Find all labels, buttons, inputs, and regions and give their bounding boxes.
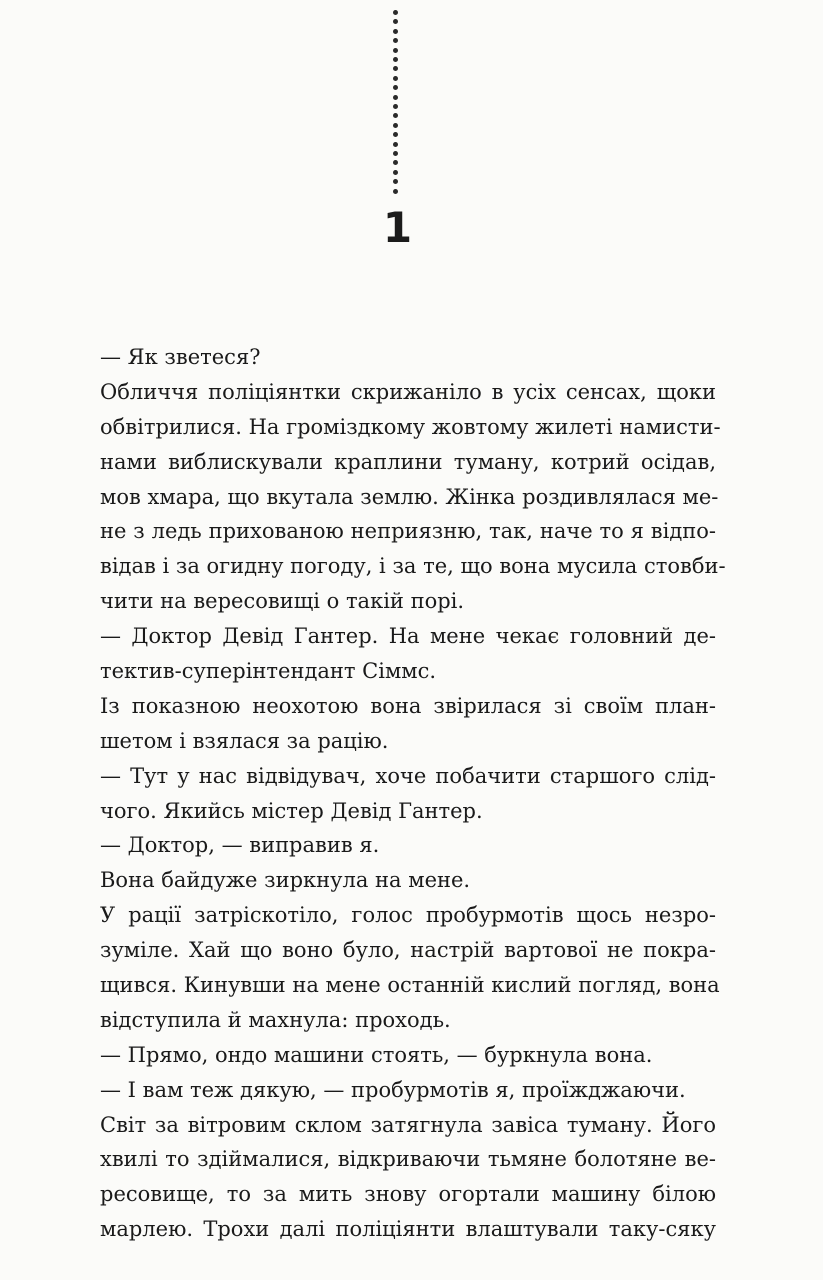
text-line: хвилі то здіймалися, відкриваючи тьмяне болотяне ве- bbox=[100, 1147, 716, 1172]
text-line: тектив-суперінтендант Сіммс. bbox=[100, 659, 437, 684]
text-line: марлею. Трохи далі поліціянти влаштували таку-сяку bbox=[100, 1217, 716, 1242]
text-line: Обличчя поліціянтки скрижаніло в усіх сенсах, щоки bbox=[100, 379, 716, 404]
ornament-dot bbox=[393, 113, 398, 118]
ornament-dot bbox=[393, 48, 398, 53]
ornament-dot bbox=[393, 57, 398, 62]
text-line: мов хмара, що вкутала землю. Жінка роздивлялася ме- bbox=[100, 484, 719, 509]
text-line: шетом і взялася за рацію. bbox=[100, 728, 389, 753]
ornament-dot bbox=[393, 123, 398, 128]
ornament-dot bbox=[393, 170, 398, 175]
text-line: — Прямо, ондо машини стоять, — буркнула вона. bbox=[100, 1042, 653, 1067]
text-line: нами виблискували краплини туману, котрий осідав, bbox=[100, 449, 716, 474]
text-line: обвітрилися. На громіздкому жовтому жилеті намисти- bbox=[100, 414, 721, 439]
text-line: ресовище, то за мить знову огортали машину білою bbox=[100, 1182, 716, 1207]
text-line: не з ледь прихованою неприязню, так, наче то я відпо- bbox=[100, 519, 716, 544]
ornament-dot bbox=[393, 76, 398, 81]
text-line: — Доктор, — виправив я. bbox=[100, 833, 380, 858]
ornament-dot bbox=[393, 132, 398, 137]
ornament-dot bbox=[393, 29, 398, 34]
text-line: відступила й махнула: проходь. bbox=[100, 1007, 451, 1032]
text-line: — Як зветеся? bbox=[100, 345, 261, 369]
text-line: У рації затріскотіло, голос пробурмотів щось незро- bbox=[100, 903, 716, 928]
chapter-number: 1 bbox=[382, 203, 413, 252]
chapter-dotted-ornament bbox=[392, 10, 400, 200]
ornament-dot bbox=[393, 179, 398, 184]
ornament-dot bbox=[393, 142, 398, 147]
text-line: чого. Якийсь містер Девід Гантер. bbox=[100, 798, 483, 823]
text-line: відав і за огидну погоду, і за те, що вона мусила стовби- bbox=[100, 554, 726, 579]
ornament-dot bbox=[393, 160, 398, 165]
text-line: чити на вересовищі о такій порі. bbox=[100, 589, 465, 614]
text-line: Із показною неохотою вона звірилася зі своїм план- bbox=[100, 693, 716, 718]
ornament-dot bbox=[393, 151, 398, 156]
text-line: — Тут у нас відвідувач, хоче побачити старшого слід- bbox=[100, 763, 716, 788]
text-line: щився. Кинувши на мене останній кислий погляд, вона bbox=[100, 973, 720, 998]
ornament-dot bbox=[393, 19, 398, 24]
ornament-dot bbox=[393, 66, 398, 71]
ornament-dot bbox=[393, 10, 398, 15]
ornament-dot bbox=[393, 95, 398, 100]
text-line: — Доктор Девід Гантер. На мене чекає головний де- bbox=[100, 624, 716, 649]
text-line: зуміле. Хай що воно було, настрій вартової не покра- bbox=[100, 938, 716, 963]
text-line: Вона байдуже зиркнула на мене. bbox=[100, 868, 471, 893]
ornament-dot bbox=[393, 38, 398, 43]
text-line: Світ за вітровим склом затягнула завіса туману. Його bbox=[100, 1112, 716, 1137]
ornament-dot bbox=[393, 104, 398, 109]
body-text bbox=[100, 340, 726, 1247]
ornament-dot bbox=[393, 189, 398, 194]
ornament-dot bbox=[393, 85, 398, 90]
text-line: — І вам теж дякую, — пробурмотів я, проїжджаючи. bbox=[100, 1077, 686, 1102]
